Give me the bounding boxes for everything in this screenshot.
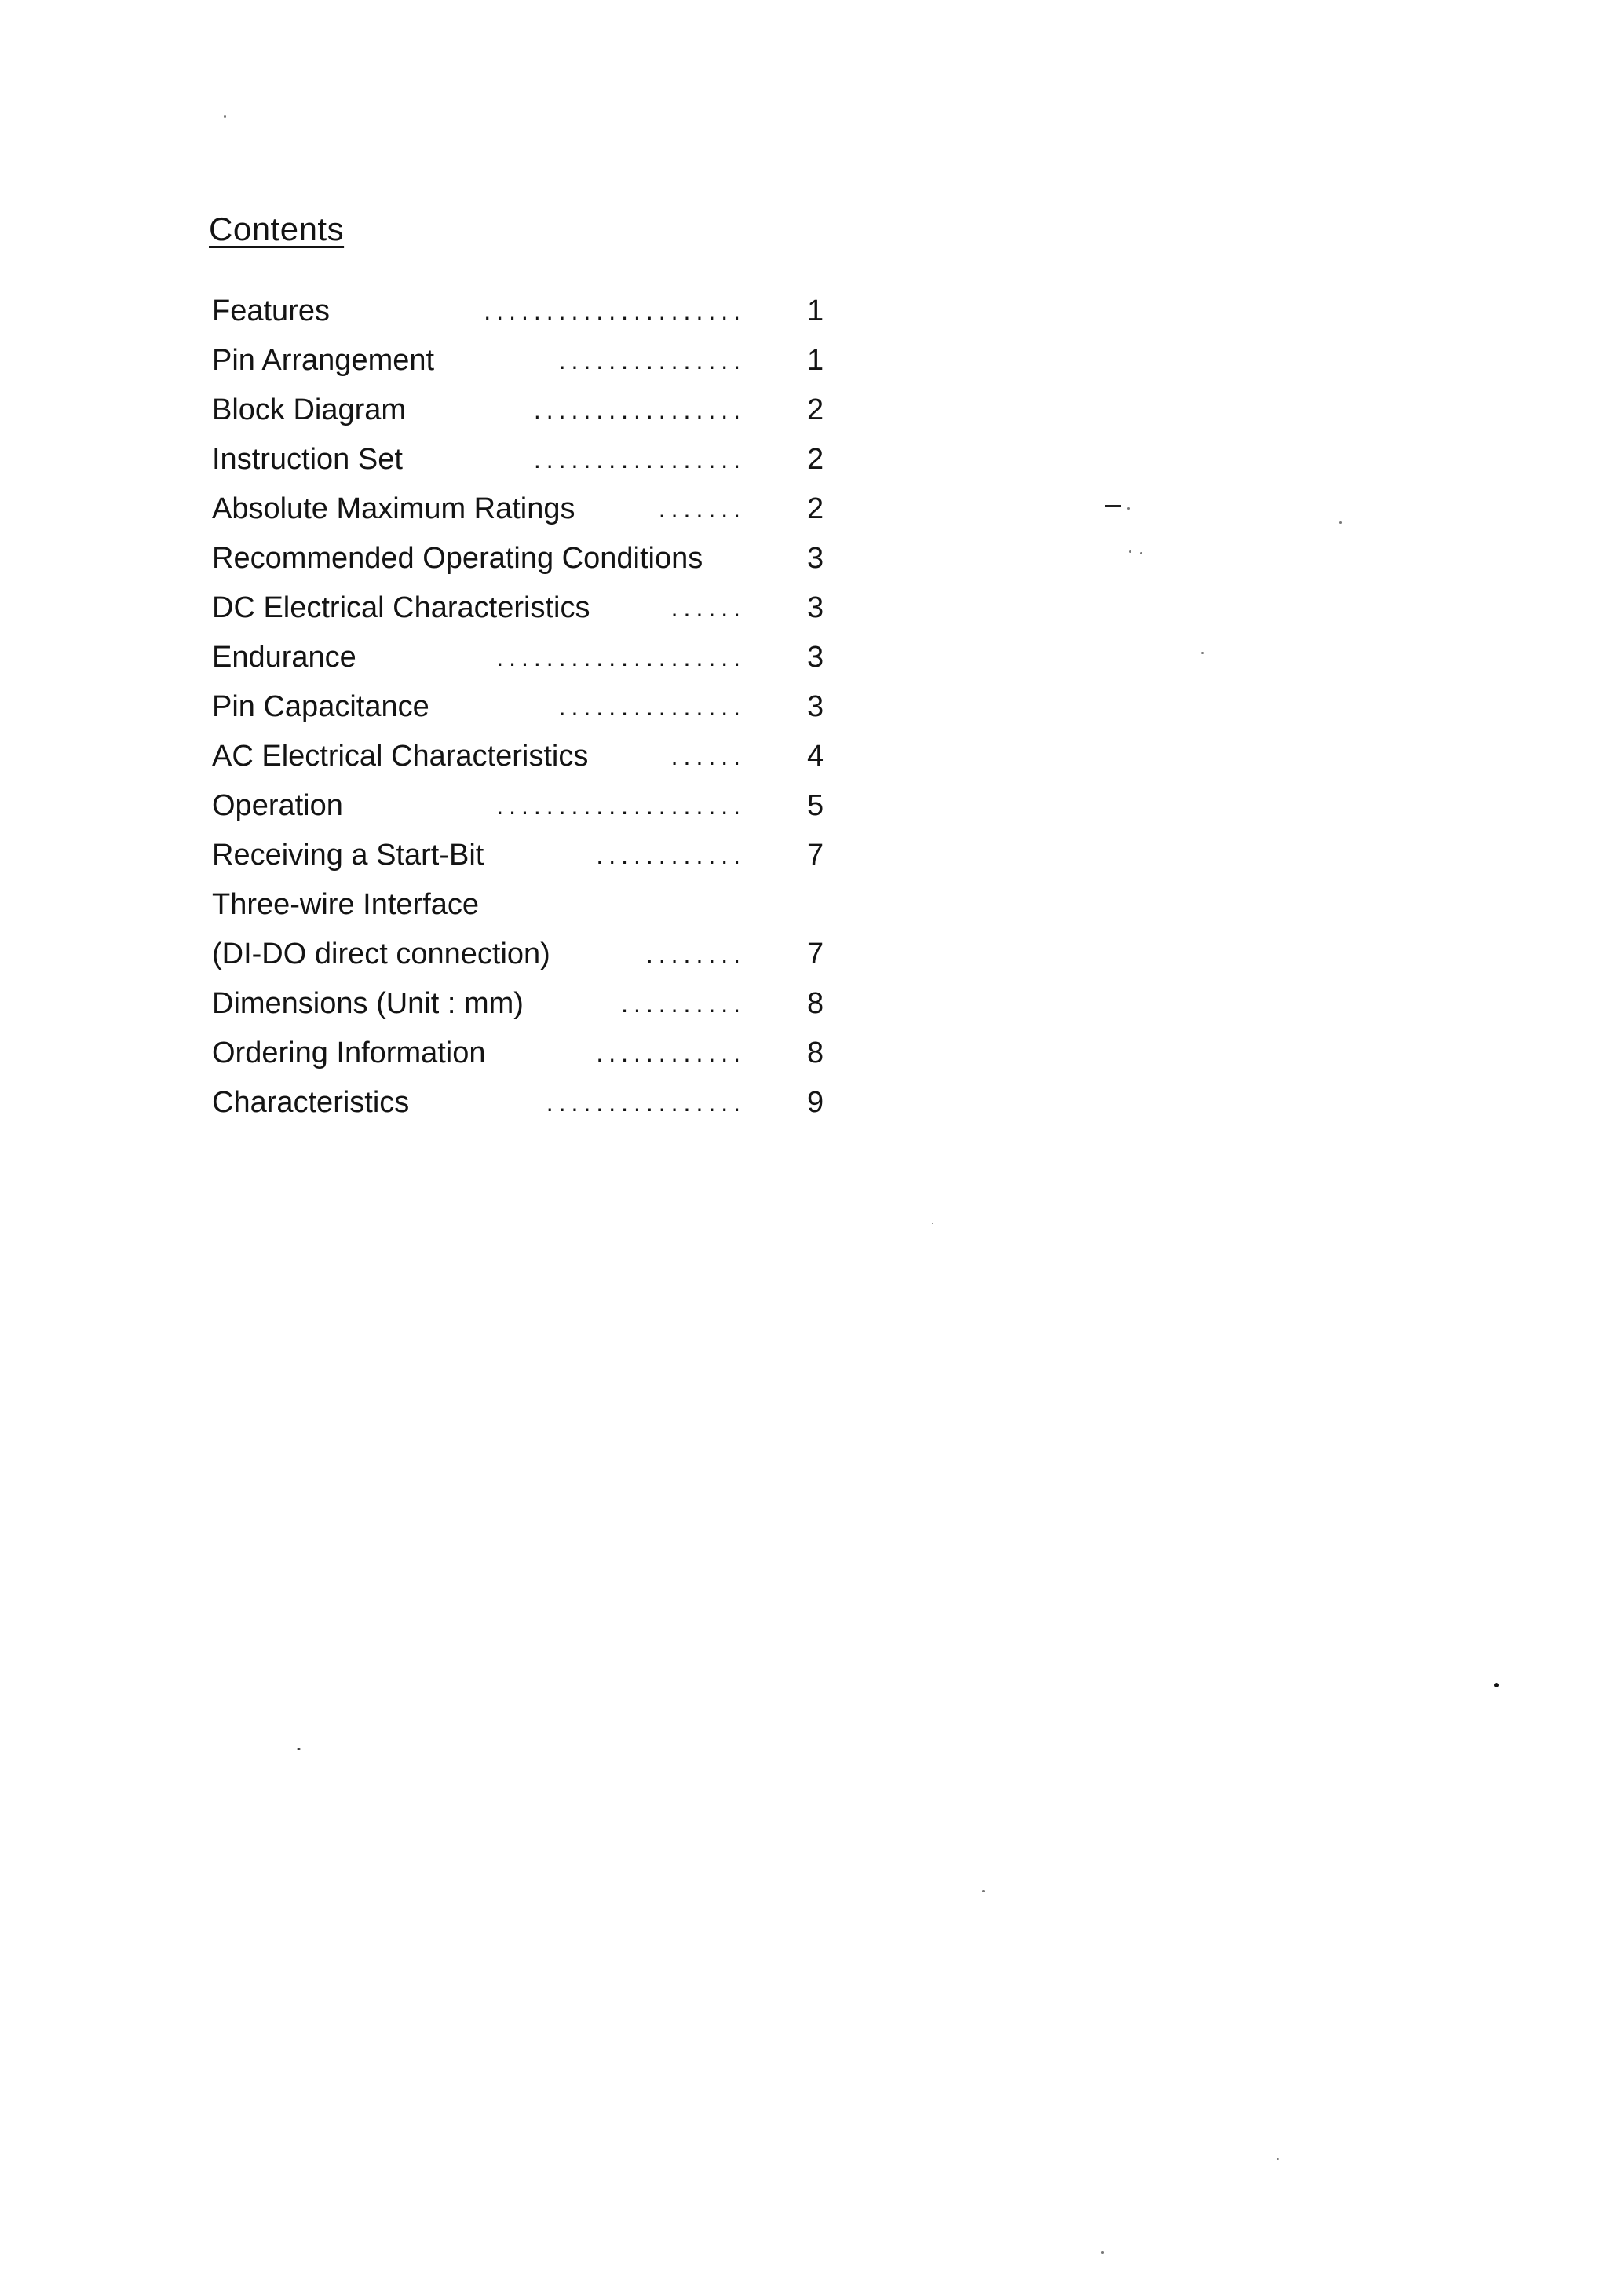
toc-entry-instruction-set <box>212 435 840 484</box>
toc-entry-title: DC Electrical Characteristics <box>212 591 590 624</box>
toc-entry-title: AC Electrical Characteristics <box>212 740 589 773</box>
toc-entry-title: Dimensions (Unit : mm) <box>212 987 524 1020</box>
scan-speck <box>1101 2251 1104 2254</box>
toc-entry-absolute-maximum-ratings <box>212 484 840 534</box>
toc-leader-dots: ...... <box>670 594 746 622</box>
toc-page-number: 3 <box>807 690 824 723</box>
toc-entry-title: Three-wire Interface <box>212 888 480 921</box>
toc-entry-features <box>212 287 840 336</box>
toc-page-number: 2 <box>807 492 824 525</box>
toc-entry-characteristics <box>212 1078 840 1128</box>
toc-leader-dots: ................. <box>533 396 746 424</box>
toc-page-number: 2 <box>807 393 824 426</box>
toc-page-number: 1 <box>807 344 824 377</box>
toc-page-number: 3 <box>807 641 824 674</box>
toc-page-number: 8 <box>807 987 824 1020</box>
contents-heading: Contents <box>209 210 345 247</box>
scan-speck <box>1339 521 1342 524</box>
toc-entry-pin-capacitance <box>212 682 840 732</box>
toc-page-number: 5 <box>807 789 824 822</box>
toc-leader-dots: ............... <box>558 693 746 721</box>
toc-entry-title: Pin Arrangement <box>212 344 435 377</box>
toc-entry-title: Operation <box>212 789 343 822</box>
toc-page-number: 2 <box>807 443 824 476</box>
scan-speck <box>1129 550 1131 553</box>
scan-speck <box>1201 652 1204 654</box>
toc-entry-title: Absolute Maximum Ratings <box>212 492 575 525</box>
toc-leader-dots: ............... <box>558 346 746 375</box>
toc-page-number: 7 <box>807 938 824 971</box>
toc-leader-dots: ............ <box>596 1039 746 1067</box>
toc-entry-title: Receiving a Start-Bit <box>212 839 484 872</box>
toc-entry-ac-electrical-characteristics <box>212 732 840 781</box>
scan-speck <box>1277 2158 1279 2160</box>
toc-leader-dots: ............ <box>596 841 746 869</box>
toc-entry-title: Block Diagram <box>212 393 407 426</box>
toc-entry-recommended-operating-conditions <box>212 534 840 583</box>
toc-page-number: 3 <box>807 542 824 575</box>
scan-speck <box>1140 552 1142 554</box>
toc-leader-dots: ...... <box>670 742 746 770</box>
toc-entry-title: Endurance <box>212 641 356 674</box>
toc-entry-ordering-information <box>212 1029 840 1078</box>
toc-leader-dots: .................... <box>496 643 746 671</box>
toc-entry-title: Features <box>212 294 330 327</box>
toc-entry-title: Pin Capacitance <box>212 690 429 723</box>
toc-leader-dots: .......... <box>621 989 746 1018</box>
scan-speck <box>1127 507 1130 510</box>
toc-leader-dots: ................. <box>533 445 746 473</box>
table-of-contents <box>212 287 840 1128</box>
toc-entry-dimensions <box>212 979 840 1029</box>
toc-leader-dots: .................... <box>496 792 746 820</box>
toc-page-number: 8 <box>807 1036 824 1069</box>
toc-page-number: 1 <box>807 294 824 327</box>
toc-entry-pin-arrangement <box>212 336 840 386</box>
toc-entry-block-diagram <box>212 386 840 435</box>
toc-page-number: 9 <box>807 1086 824 1119</box>
scan-speck <box>932 1223 933 1224</box>
scan-speck <box>224 115 226 118</box>
toc-entry-title: (DI-DO direct connection) <box>212 938 550 971</box>
toc-page-number: 3 <box>807 591 824 624</box>
toc-leader-dots: ................ <box>546 1088 746 1117</box>
toc-entry-endurance <box>212 633 840 682</box>
toc-entry-title: Characteristics <box>212 1086 410 1119</box>
toc-leader-dots: ....... <box>658 495 746 523</box>
toc-entry-title: Instruction Set <box>212 443 403 476</box>
toc-entry-title: Ordering Information <box>212 1036 486 1069</box>
scan-speck <box>982 1890 985 1892</box>
toc-leader-dots: ........ <box>645 940 746 968</box>
toc-entry-dc-electrical-characteristics <box>212 583 840 633</box>
scan-speck <box>297 1748 301 1750</box>
toc-entry-receiving-start-bit <box>212 831 840 880</box>
toc-entry-di-do-direct-connection <box>212 930 840 979</box>
toc-entry-title: Recommended Operating Conditions <box>212 542 703 575</box>
toc-entry-operation <box>212 781 840 831</box>
toc-page-number: 7 <box>807 839 824 872</box>
scan-speck <box>1494 1683 1499 1687</box>
toc-page-number: 4 <box>807 740 824 773</box>
toc-entry-three-wire-interface <box>212 880 840 930</box>
scan-mark <box>1105 505 1121 507</box>
toc-leader-dots: ..................... <box>484 297 746 325</box>
